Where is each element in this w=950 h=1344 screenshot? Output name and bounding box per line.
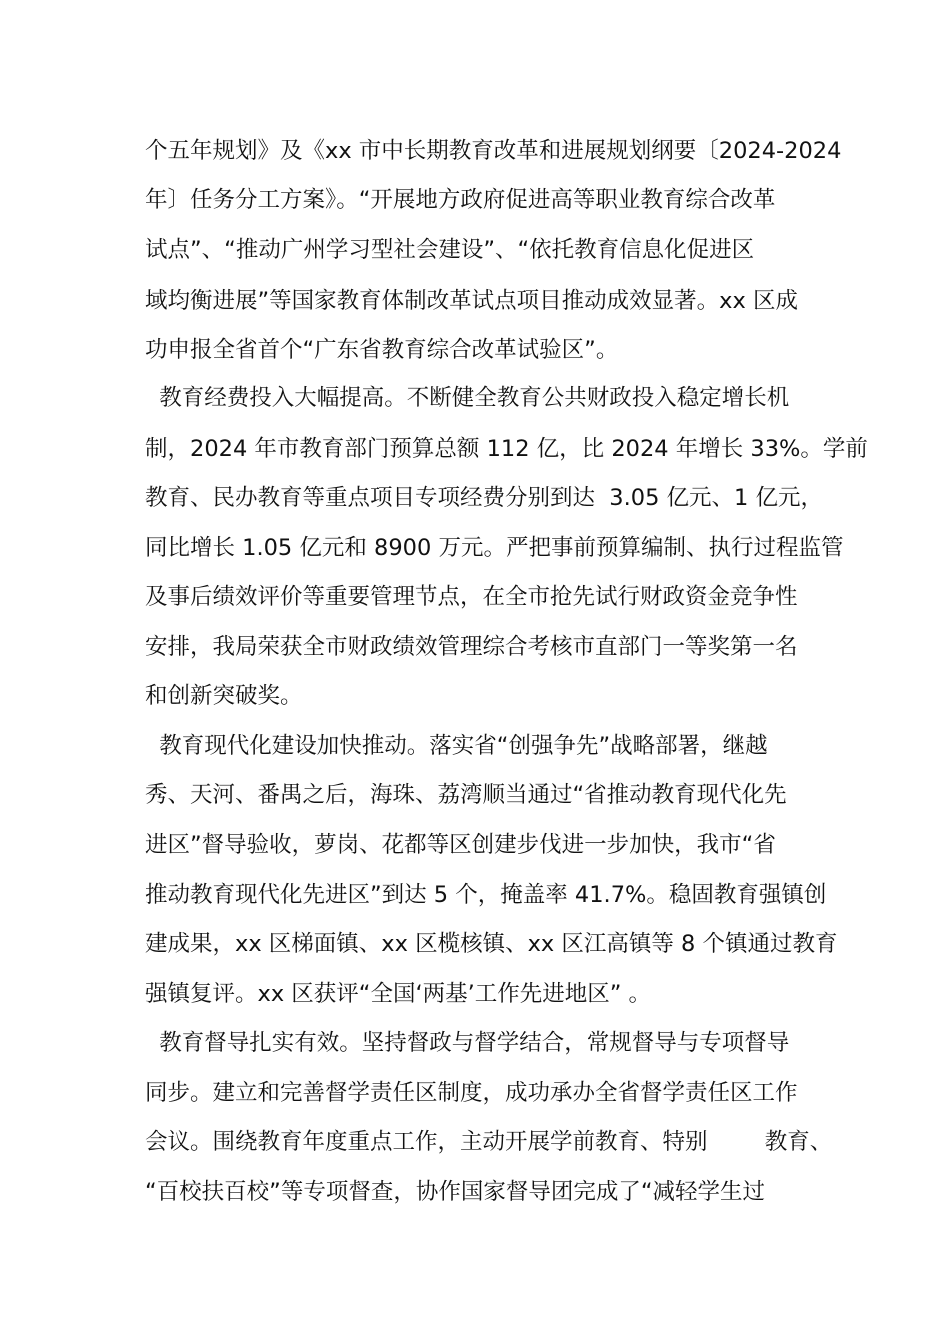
paragraph-2-line-6: 安排，我局荣获全市财政绩效管理综合考核市直部门一等奖第一名 bbox=[145, 634, 798, 660]
paragraph-1-line-5: 功申报全省首个“广东省教育综合改革试验区”。 bbox=[145, 337, 619, 363]
paragraph-2-line-7: 和创新突破奖。 bbox=[145, 683, 303, 709]
paragraph-3-line-5: 建成果，xx 区梯面镇、xx 区榄核镇、xx 区江高镇等 8 个镇通过教育 bbox=[145, 931, 838, 957]
paragraph-2-line-2: 制，2024 年市教育部门预算总额 112 亿，比 2024 年增长 33%。学前 bbox=[145, 436, 868, 462]
paragraph-3-line-2: 秀、天河、番禺之后，海珠、荔湾顺当通过“省推动教育现代化先 bbox=[145, 782, 787, 808]
paragraph-2-line-3: 教育、民办教育等重点项目专项经费分别到达 3.05 亿元、1 亿元， bbox=[145, 485, 824, 511]
paragraph-1-line-4: 域均衡进展”等国家教育体制改革试点项目推动成效显著。xx 区成 bbox=[145, 288, 798, 314]
paragraph-2-line-5: 及事后绩效评价等重要管理节点，在全市抢先试行财政资金竞争性 bbox=[145, 584, 798, 610]
paragraph-3-line-4: 推动教育现代化先进区”到达 5 个，掩盖率 41.7%。稳固教育强镇创 bbox=[145, 882, 827, 908]
paragraph-3-line-3: 进区”督导验收，萝岗、花都等区创建步伐进一步加快，我市“省 bbox=[145, 832, 776, 858]
paragraph-4-line-3: 会议。围绕教育年度重点工作，主动开展学前教育、特别 教育、 bbox=[145, 1129, 833, 1155]
paragraph-3-line-1: 教育现代化建设加快推动。落实省“创强争先”战略部署，继越 bbox=[145, 733, 768, 759]
paragraph-2-line-1: 教育经费投入大幅提高。不断健全教育公共财政投入稳定增长机 bbox=[145, 385, 790, 411]
paragraph-1-line-2: 年〕任务分工方案》。“开展地方政府促进高等职业教育综合改革 bbox=[145, 187, 776, 213]
paragraph-1-line-1: 个五年规划》及《xx 市中长期教育改革和进展规划纲要〔2024-2024 bbox=[145, 138, 842, 164]
paragraph-4-line-4: “百校扶百校”等专项督查，协作国家督导团完成了“减轻学生过 bbox=[145, 1179, 765, 1205]
paragraph-4-line-1: 教育督导扎实有效。坚持督政与督学结合，常规督导与专项督导 bbox=[145, 1030, 790, 1056]
paragraph-2-line-4: 同比增长 1.05 亿元和 8900 万元。严把事前预算编制、执行过程监管 bbox=[145, 535, 844, 561]
paragraph-4-line-2: 同步。建立和完善督学责任区制度，成功承办全省督学责任区工作 bbox=[145, 1080, 798, 1106]
paragraph-1-line-3: 试点”、“推动广州学习型社会建设”、“依托教育信息化促进区 bbox=[145, 237, 755, 263]
paragraph-3-line-6: 强镇复评。xx 区获评“全国‘两基’工作先进地区” 。 bbox=[145, 981, 652, 1007]
